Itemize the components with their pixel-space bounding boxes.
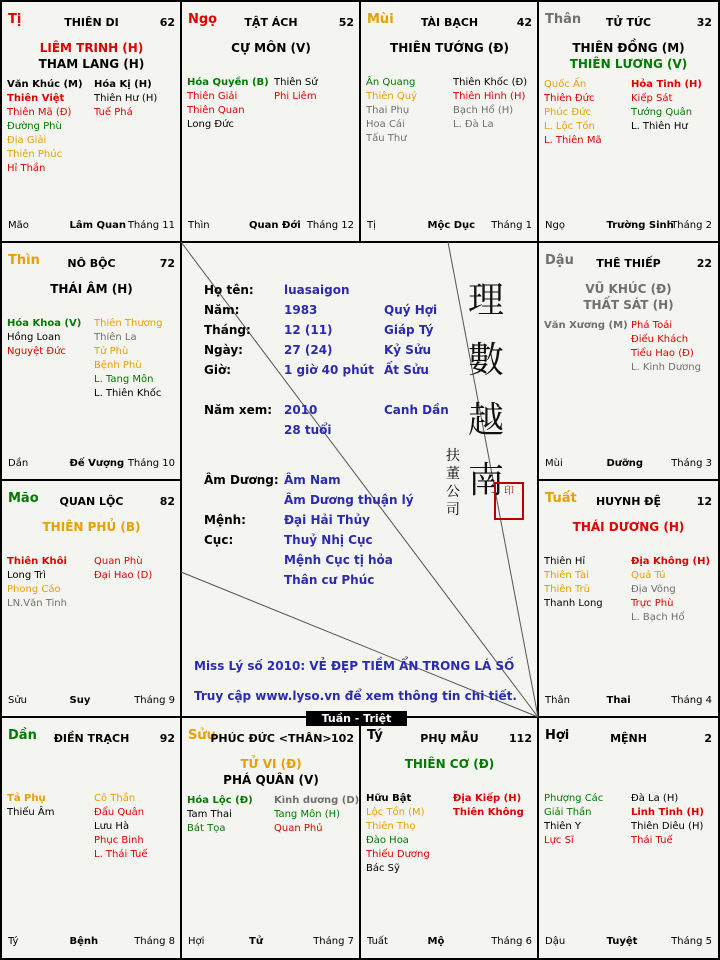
minor-star: Quan Phủ <box>274 823 323 834</box>
minor-star: Văn Xương (M) <box>544 320 628 331</box>
minor-star: Hóa Kị (H) <box>94 79 152 90</box>
minor-star: Lộc Tồn (M) <box>366 807 425 818</box>
minor-star: Thiên Hư (H) <box>94 93 158 104</box>
cuc-label: Cục: <box>204 533 234 547</box>
stars-left <box>366 792 430 876</box>
nam-xem-label: Năm xem: <box>204 403 273 417</box>
minor-star: Thiên Trù <box>544 584 590 595</box>
footer-month: Tháng 7 <box>313 936 354 947</box>
footer-month: Tháng 4 <box>671 695 712 706</box>
stars-left <box>187 76 269 132</box>
minor-star: Địa Kiếp (H) <box>453 793 522 804</box>
minor-star: Thanh Long <box>544 598 603 609</box>
footer-month: Tháng 8 <box>134 936 175 947</box>
minor-star: Thiên Thọ <box>366 821 416 832</box>
main-star: VŨ KHÚC (Đ) <box>585 282 672 296</box>
stars-left <box>7 317 81 359</box>
footer-stage: Dưỡng <box>606 458 644 469</box>
palace-hoi <box>539 718 718 958</box>
minor-star: Tử Phù <box>94 346 129 357</box>
stars-left <box>366 76 417 146</box>
menh-value: Đại Hải Thủy <box>284 513 370 527</box>
minor-star: Long Đức <box>187 119 234 130</box>
palace-age: 42 <box>516 16 532 29</box>
minor-star: Bát Tọa <box>187 823 226 834</box>
minor-star: Văn Khúc (M) <box>7 79 83 90</box>
palace-footer <box>545 695 712 709</box>
minor-star: Thiên Phúc <box>7 149 63 160</box>
minor-star: Kình dương (D) <box>274 795 360 806</box>
website-link[interactable]: Truy cập www.lyso.vn để xem thông tin chi tiết. <box>194 689 517 703</box>
palace-branch: Sửu <box>188 728 216 743</box>
palace-tuat <box>539 481 718 717</box>
main-star: THIÊN CƠ (Đ) <box>404 757 495 771</box>
palace-name: TỬ TỨC <box>605 16 652 29</box>
footer-month: Tháng 2 <box>671 220 712 231</box>
palace-name: TÀI BẠCH <box>420 16 479 29</box>
minor-star: Lực Sĩ <box>544 835 574 846</box>
palace-name: TẬT ÁCH <box>244 16 298 29</box>
gio-can-chi: Ất Sửu <box>384 363 429 377</box>
minor-star: Thái Tuế <box>631 835 673 846</box>
footer-month: Tháng 3 <box>671 458 712 469</box>
footer-branch: Thân <box>545 695 570 706</box>
footer-stage: Lâm Quan <box>69 220 127 231</box>
palace-name: NÔ BỘC <box>67 257 116 270</box>
stars-left <box>544 792 603 848</box>
stars-right <box>274 76 318 104</box>
minor-star: Đại Hao (D) <box>94 570 153 581</box>
minor-star: Tấu Thư <box>366 133 407 144</box>
small-char-4: 司 <box>446 502 460 518</box>
minor-star: Thiếu Dương <box>366 849 430 860</box>
palace-thin <box>2 243 181 480</box>
main-star: THIÊN LƯƠNG (V) <box>569 57 688 71</box>
calligraphy-char-2: 數 <box>468 340 505 381</box>
palace-name: ĐIỀN TRẠCH <box>53 732 130 745</box>
calligraphy-char-4: 南 <box>468 460 505 501</box>
minor-star: Thiên Đức <box>544 93 595 104</box>
palace-footer <box>188 936 354 950</box>
palace-footer <box>545 220 712 234</box>
am-duong-label: Âm Dương: <box>204 473 279 487</box>
footer-month: Tháng 11 <box>127 220 175 231</box>
palace-age: 102 <box>331 732 354 745</box>
footer-month: Tháng 1 <box>491 220 532 231</box>
footer-branch: Hợi <box>188 936 205 947</box>
footer-stage: Bệnh <box>69 936 99 947</box>
calligraphy-char-3: 越 <box>468 400 505 441</box>
palace-name: QUAN LỘC <box>59 495 124 508</box>
footer-month: Tháng 10 <box>127 458 175 469</box>
minor-star: L. Đà La <box>453 119 494 130</box>
palace-branch: Dậu <box>545 253 574 268</box>
minor-star: Phong Cáo <box>7 584 61 595</box>
palace-name: THÊ THIẾP <box>596 257 661 270</box>
palace-dan <box>2 718 181 958</box>
stars-left <box>7 78 83 176</box>
stars-left <box>7 555 67 611</box>
palace-age: 2 <box>704 732 712 745</box>
minor-star: Hỏa Tinh (H) <box>631 79 702 90</box>
minor-star: Thiên Quý <box>366 91 418 102</box>
minor-star: Cô Thần <box>94 793 136 804</box>
minor-star: Thiên Quan <box>187 105 245 116</box>
palace-footer <box>8 936 175 950</box>
main-star: CỰ MÔN (V) <box>231 41 311 55</box>
palace-footer <box>8 220 175 234</box>
minor-star: Hữu Bật <box>366 793 412 804</box>
footer-month: Tháng 6 <box>491 936 532 947</box>
footer-stage: Mộc Dục <box>427 220 476 231</box>
palace-ngo <box>182 2 360 242</box>
palace-name: PHỤ MẪU <box>420 732 479 745</box>
palace-name: PHÚC ĐỨC <THÂN> <box>210 732 332 745</box>
palace-footer <box>545 458 712 472</box>
minor-star: Long Trì <box>7 570 46 581</box>
palace-branch: Thìn <box>8 253 40 268</box>
stars-left <box>544 78 602 148</box>
palace-branch: Tý <box>367 728 383 743</box>
minor-star: LN.Văn Tinh <box>7 598 67 609</box>
stars-right <box>631 78 702 134</box>
minor-star: Địa Võng <box>631 584 676 595</box>
palace-than <box>539 2 718 242</box>
footer-stage: Đế Vượng <box>69 458 125 469</box>
minor-star: Tam Thai <box>187 809 232 820</box>
than-note: Thân cư Phúc <box>284 573 375 587</box>
small-char-3: 公 <box>446 484 460 500</box>
minor-star: Đường Phù <box>7 121 62 132</box>
am-duong-note: Âm Dương thuận lý <box>284 493 414 507</box>
main-star: LIÊM TRINH (H) <box>39 41 144 55</box>
palace-ty <box>361 718 538 958</box>
small-calligraphy <box>446 447 462 519</box>
stars-right <box>94 555 152 583</box>
palace-age: 92 <box>159 732 175 745</box>
stars-left <box>7 792 54 820</box>
ngay-label: Ngày: <box>204 343 243 357</box>
minor-star: Đào Hoa <box>366 835 409 846</box>
minor-star: Đà La (H) <box>631 793 679 804</box>
minor-star: Đẩu Quân <box>94 807 145 818</box>
minor-star: Phúc Đức <box>544 107 591 118</box>
footer-branch: Tý <box>8 936 19 947</box>
minor-star: Phá Toái <box>631 320 673 331</box>
minor-star: Thiên La <box>94 332 137 343</box>
footer-branch: Dậu <box>545 936 566 947</box>
thang-label: Tháng: <box>204 323 251 337</box>
minor-star: Địa Không (H) <box>631 556 711 567</box>
minor-star: Thiên Giải <box>187 91 238 102</box>
palace-footer <box>188 220 354 234</box>
footer-branch: Dần <box>8 458 29 469</box>
main-star: THIÊN PHỦ (B) <box>42 520 141 534</box>
minor-star: L. Thái Tuế <box>94 849 148 860</box>
tuoi-value: 28 tuổi <box>284 423 332 437</box>
nam-value: 1983 <box>284 303 318 317</box>
minor-star: Thiên Hình (H) <box>453 91 526 102</box>
stars-right <box>94 792 148 862</box>
footer-branch: Tuất <box>367 936 388 947</box>
minor-star: Ân Quang <box>366 77 416 88</box>
minor-star: Thiên Mã (Đ) <box>7 107 72 118</box>
minor-star: Thiếu Âm <box>7 807 55 818</box>
main-star: TỬ VI (Đ) <box>240 757 302 771</box>
nam-xem-value: 2010 <box>284 403 318 417</box>
minor-star: Thiên Y <box>544 821 582 832</box>
cuc-note: Mệnh Cục tị hỏa <box>284 553 393 567</box>
minor-star: Phục Binh <box>94 835 144 846</box>
minor-star: Thiên Diêu (H) <box>631 821 704 832</box>
palace-suu <box>182 718 360 958</box>
footer-branch: Mùi <box>545 458 563 469</box>
stars-right <box>631 319 701 375</box>
minor-star: Kiếp Sát <box>631 93 673 104</box>
minor-star: L. Thiên Khốc <box>94 388 162 399</box>
palace-name: MỆNH <box>610 732 647 745</box>
main-star: THAM LANG (H) <box>38 57 145 71</box>
palace-name: THIÊN DI <box>64 16 119 29</box>
palace-branch: Tị <box>8 12 22 27</box>
minor-star: Phi Liêm <box>274 91 317 102</box>
ho-ten-value: luasaigon <box>284 283 350 297</box>
minor-star: L. Bạch Hổ <box>631 612 685 623</box>
footer-branch: Tị <box>367 220 376 231</box>
palace-branch: Dần <box>8 728 37 743</box>
red-seal: 印 <box>494 482 524 520</box>
stars-right <box>94 317 162 401</box>
minor-star: L. Thiên Hư <box>631 121 688 132</box>
minor-star: Lưu Hà <box>94 821 130 832</box>
minor-star: Tang Môn (H) <box>274 809 341 820</box>
footer-month: Tháng 5 <box>671 936 712 947</box>
main-star: THIÊN ĐỒNG (M) <box>572 41 685 55</box>
minor-star: Địa Giải <box>7 135 47 146</box>
footer-stage: Tuyệt <box>606 936 638 947</box>
tuan-triet-label: Tuần - Triệt <box>306 711 407 726</box>
minor-star: Quan Phù <box>94 556 143 567</box>
ngay-value: 27 (24) <box>284 343 333 357</box>
minor-star: L. Tang Môn <box>94 374 154 385</box>
footer-branch: Sửu <box>8 695 28 706</box>
minor-star: Thiên Hỉ <box>544 556 586 567</box>
minor-star: Tướng Quân <box>631 107 693 118</box>
stars-left <box>187 794 253 836</box>
footer-stage: Trường Sinh <box>606 220 674 231</box>
minor-star: Thiên Khốc (Đ) <box>453 77 528 88</box>
minor-star: Bác Sỹ <box>366 863 400 874</box>
main-star: PHÁ QUÂN (V) <box>223 773 319 787</box>
palace-age: 52 <box>338 16 354 29</box>
minor-star: Bạch Hổ (H) <box>453 105 514 116</box>
stars-right <box>453 76 527 132</box>
footer-branch: Mão <box>8 220 29 231</box>
palace-age: 112 <box>509 732 532 745</box>
minor-star: Tiểu Hao (Đ) <box>631 348 694 359</box>
palace-branch: Thân <box>545 12 582 27</box>
minor-star: Bệnh Phù <box>94 360 142 371</box>
palace-footer <box>545 936 712 950</box>
palace-branch: Hợi <box>545 728 570 743</box>
main-star: THẤT SÁT (H) <box>583 298 674 312</box>
palace-branch: Tuất <box>545 491 577 506</box>
ngay-can-chi: Kỷ Sửu <box>384 343 432 357</box>
footer-stage: Mộ <box>427 936 445 947</box>
minor-star: Thiên Việt <box>7 93 65 104</box>
minor-star: Quốc Ấn <box>544 79 587 90</box>
palace-dau <box>539 243 718 480</box>
center-info-panel <box>181 242 538 717</box>
footer-stage: Tử <box>249 936 263 947</box>
minor-star: L. Kình Dương <box>631 362 701 373</box>
minor-star: Thiên Không <box>453 807 524 818</box>
palace-branch: Mùi <box>367 12 394 27</box>
stars-left <box>544 555 603 611</box>
palace-footer <box>367 936 532 950</box>
minor-star: Hồng Loan <box>7 332 61 343</box>
palace-mao <box>2 481 181 717</box>
menh-label: Mệnh: <box>204 513 246 527</box>
palace-mui <box>361 2 538 242</box>
stars-right <box>94 78 157 120</box>
minor-star: Hoa Cái <box>366 119 405 130</box>
minor-star: L. Thiên Mã <box>544 135 602 146</box>
minor-star: Hóa Lộc (Đ) <box>187 795 253 806</box>
palace-age: 62 <box>159 16 175 29</box>
nam-can-chi: Quý Hợi <box>384 303 438 317</box>
stars-left <box>544 319 628 333</box>
minor-star: Tuế Phá <box>94 107 133 118</box>
footer-stage: Thai <box>606 695 631 706</box>
palace-ti <box>2 2 181 242</box>
footer-branch: Ngọ <box>545 220 565 231</box>
stars-right <box>631 555 710 625</box>
main-star: THIÊN TƯỚNG (Đ) <box>390 41 509 55</box>
palace-branch: Mão <box>8 491 39 506</box>
palace-footer <box>367 220 532 234</box>
palace-age: 22 <box>696 257 712 270</box>
small-char-2: 董 <box>446 466 460 482</box>
minor-star: Tả Phụ <box>7 793 46 804</box>
minor-star: Nguyệt Đức <box>7 346 66 357</box>
stars-right <box>631 792 704 848</box>
palace-footer <box>8 458 175 472</box>
minor-star: Hỉ Thần <box>7 163 46 174</box>
minor-star: L. Lộc Tồn <box>544 121 595 132</box>
main-star: THÁI ÂM (H) <box>50 282 133 296</box>
minor-star: Thiên Sứ <box>274 77 318 88</box>
nam-label: Năm: <box>204 303 240 317</box>
palace-age: 32 <box>696 16 712 29</box>
palace-branch: Ngọ <box>188 12 218 27</box>
main-star: THÁI DƯƠNG (H) <box>572 520 685 534</box>
gio-value: 1 giờ 40 phút <box>284 363 374 377</box>
minor-star: Linh Tinh (H) <box>631 807 704 818</box>
palace-footer <box>8 695 175 709</box>
minor-star: Trực Phù <box>631 598 674 609</box>
footer-month: Tháng 9 <box>134 695 175 706</box>
minor-star: Giải Thần <box>544 807 592 818</box>
footer-month: Tháng 12 <box>306 220 354 231</box>
minor-star: Thai Phụ <box>366 105 410 116</box>
small-char-1: 扶 <box>446 448 460 464</box>
minor-star: Thiên Thương <box>94 318 163 329</box>
palace-age: 82 <box>159 495 175 508</box>
thang-can-chi: Giáp Tý <box>384 323 434 337</box>
footer-stage: Suy <box>69 695 91 706</box>
minor-star: Hóa Khoa (V) <box>7 318 82 329</box>
thang-value: 12 (11) <box>284 323 333 337</box>
gio-label: Giờ: <box>204 363 232 377</box>
am-duong-value: Âm Nam <box>284 473 341 487</box>
nam-xem-can-chi: Canh Dần <box>384 403 449 417</box>
minor-star: Phượng Các <box>544 793 604 804</box>
ho-ten-label: Họ tên: <box>204 283 254 297</box>
promo-banner: Miss Lý số 2010: VẺ ĐẸP TIỀM ẨN TRONG LÁ SỐ <box>194 659 515 673</box>
minor-star: Điếu Khách <box>631 334 689 345</box>
cuc-value: Thuỷ Nhị Cục <box>284 533 373 547</box>
minor-star: Quả Tú <box>631 570 666 581</box>
palace-age: 72 <box>159 257 175 270</box>
minor-star: Hóa Quyền (B) <box>187 77 269 88</box>
palace-age: 12 <box>696 495 712 508</box>
stars-right <box>274 794 359 836</box>
footer-stage: Quan Đới <box>249 220 301 231</box>
footer-branch: Thìn <box>188 220 210 231</box>
minor-star: Thiên Tài <box>544 570 589 581</box>
minor-star: Thiên Khôi <box>7 556 67 567</box>
palace-name: HUYNH ĐỆ <box>595 495 662 508</box>
calligraphy-char-1: 理 <box>468 280 505 321</box>
stars-right <box>453 792 524 820</box>
